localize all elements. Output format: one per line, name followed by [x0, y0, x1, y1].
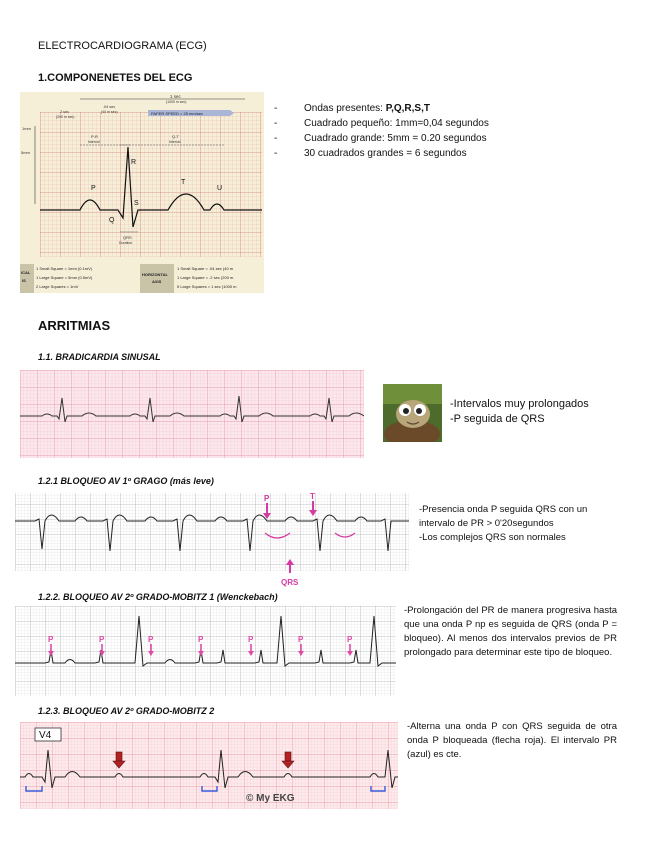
note-line: -Intervalos muy prolongados [450, 398, 589, 410]
bradicardia-notes [450, 397, 589, 427]
diag-horiz-row-1: 1 Small Square = .04 sec (40 m [177, 266, 234, 271]
diag-vert-axis: ICAL [21, 270, 31, 275]
list-item: - Cuadrado grande: 5mm = 0.20 segundos [274, 133, 487, 144]
document-title: ELECTROCARDIOGRAMA (ECG) [38, 40, 207, 52]
section-heading-components: 1.COMPONENETES DEL ECG [38, 72, 193, 84]
diag-vert-row-1: 1 Small Square = 1mm (0.1mV) [36, 266, 93, 271]
components-bullet-list [274, 101, 489, 161]
heading-bloqueo-2-mobitz1: 1.2.2. BLOQUEO AV 2º GRADO-MOBITZ 1 (Wenckebach) [38, 592, 278, 602]
note-line: -P seguida de QRS [450, 413, 545, 425]
ecg-components-diagram [20, 92, 264, 293]
diag-q: Q [109, 217, 115, 224]
lead-label: V4 [39, 730, 52, 741]
diag-horiz-label2: AXIS [152, 279, 162, 284]
diag-mm5: 5mm [21, 150, 30, 155]
section-heading-arritmias: ARRITMIAS [38, 318, 111, 333]
diag-left-a2: (200 m sec) [56, 115, 75, 119]
diag-vert-axis2: IS [22, 278, 26, 283]
note-line: -Los complejos QRS son normales [419, 532, 566, 543]
diag-horiz-row-3: 5 Large Squares = 1 sec (1000 m [177, 284, 237, 289]
list-item: - 30 cuadrados grandes = 6 segundos [274, 148, 467, 159]
diag-left-a: 2 sec [60, 110, 70, 114]
diag-qrs-sub: Duration [119, 241, 133, 245]
diag-paper-speed: PAPER SPEED = 25 mm/sec [151, 111, 204, 116]
turtle-image [383, 384, 442, 442]
diag-pr-sub: Interval [88, 140, 100, 144]
diag-top-sub: (1000 m sec) [166, 100, 187, 104]
diag-vert-row-2: 1 Large Square = 5mm (0.5mV) [36, 275, 93, 280]
mobitz1-note: -Prolongación del PR de manera progresiva hasta que una onda P np es seguida de QRS (onda P = bloqueo). Al menos dos intervalos previos de PR prolongado para determinar este tipo de bloqueo. [404, 605, 617, 658]
list-item: - Ondas presentes: P,Q,R,S,T [274, 103, 430, 114]
mobitz1-p-label: P [48, 635, 54, 644]
bloqueo1-notes [419, 503, 617, 545]
bloqueo1-ecg-strip [15, 489, 409, 588]
diag-mid-a2: (40 m sec) [101, 110, 118, 114]
mobitz2-note: -Alterna una onda P con QRS seguida de otra onda P bloqueada (flecha roja). El intervalo PR (azul) es cte. [407, 721, 617, 760]
diag-s: S [134, 200, 139, 207]
bradicardia-ecg-strip [20, 370, 364, 458]
diag-u: U [217, 185, 223, 192]
diag-t: T [181, 179, 186, 186]
diag-qt-sub: Interval [169, 140, 181, 144]
diag-qrs: QRS [123, 235, 132, 240]
label-t: T [310, 492, 315, 501]
watermark: © My EKG [246, 793, 295, 804]
mobitz1-p-label: P [298, 635, 304, 644]
label-p: P [264, 494, 270, 503]
diag-horiz-row-2: 1 Large Square = .2 sec (200 m [177, 275, 234, 280]
heading-bloqueo-1: 1.2.1 BLOQUEO AV 1º GRAGO (más leve) [38, 476, 214, 486]
diag-top-label: 1 sec [170, 94, 181, 99]
mobitz1-p-label: P [99, 635, 105, 644]
diag-horiz-label: HORIZONTAL [142, 272, 168, 277]
mobitz1-p-label: P [347, 635, 353, 644]
heading-bloqueo-2-mobitz2: 1.2.3. BLOQUEO AV 2º GRADO-MOBITZ 2 [38, 706, 215, 716]
diag-qt-label: Q-T [172, 134, 179, 139]
mobitz1-p-label: P [198, 635, 204, 644]
diag-mm: 1mm [22, 126, 31, 131]
heading-bradicardia: 1.1. BRADICARDIA SINUSAL [38, 352, 161, 362]
diag-vert-row-3: 2 Large Squares = 1mV [36, 284, 79, 289]
mobitz1-p-label: P [148, 635, 154, 644]
note-line: -Presencia onda P seguida QRS con un intervalo de PR > 0'20segundos [419, 504, 588, 529]
mobitz1-p-label: P [248, 635, 254, 644]
diag-r: R [131, 159, 137, 166]
diag-mid-a: .04 sec [103, 105, 116, 109]
list-item: - Cuadrado pequeño: 1mm=0,04 segundos [274, 118, 489, 129]
diag-pr-label: P-R [91, 134, 98, 139]
diag-p: P [91, 185, 96, 192]
mobitz2-ecg-strip [20, 722, 398, 809]
mobitz1-ecg-strip [15, 606, 396, 696]
label-qrs: QRS [281, 578, 299, 587]
